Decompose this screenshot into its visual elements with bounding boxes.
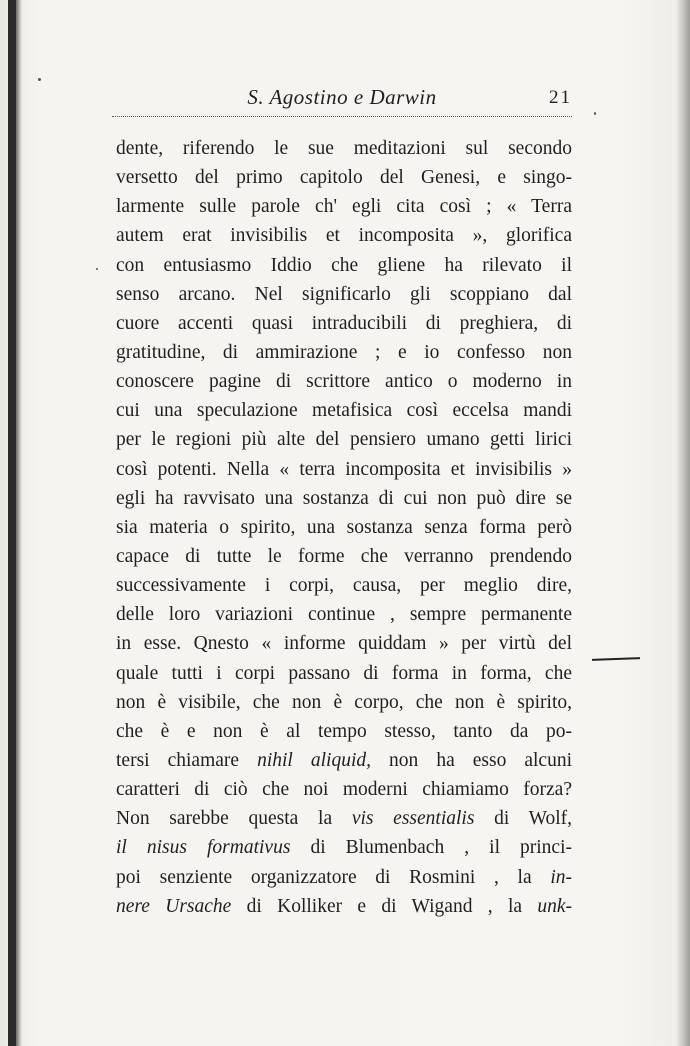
text-line: non è visibile, che non è corpo, che non è spirito, — [116, 691, 572, 713]
text-run: non ha esso alcuni — [389, 749, 572, 771]
running-title: S. Agostino e Darwin — [247, 85, 437, 109]
text-line — [116, 863, 572, 892]
italic-term: il nisus formativus — [116, 837, 291, 859]
text-line: con entusiasmo Iddio che gliene ha rilevato il — [116, 254, 572, 276]
text-line: caratteri di ciò che noi moderni chiamiamo forza? — [116, 779, 572, 801]
italic-term: vis essentialis — [351, 808, 475, 830]
italic-term: nihil aliquid, — [257, 749, 372, 771]
text-line — [116, 804, 572, 833]
italic-term: unk- — [537, 895, 572, 917]
running-head — [112, 85, 572, 115]
header-dotted-rule — [112, 116, 572, 117]
text-line — [116, 746, 572, 775]
text-line: quale tutti i corpi passano di forma in forma, che — [116, 662, 572, 684]
italic-term: nere Ursache — [116, 895, 232, 917]
text-run: di Kolliker e di Wigand , la — [246, 895, 523, 917]
page-number: 21 — [549, 87, 572, 108]
text-line: che è e non è al tempo stesso, tanto da po- — [116, 720, 572, 742]
page-edge-right — [676, 0, 690, 1046]
text-line: in esse. Qnesto « informe quiddam » per virtù del — [116, 633, 572, 655]
text-line: capace di tutte le forme che verranno prendendo — [116, 545, 572, 567]
text-line: delle loro variazioni continue , sempre permanente — [116, 604, 572, 626]
text-line: conoscere pagine di scrittore antico o moderno in — [116, 371, 572, 393]
italic-term: in- — [550, 866, 572, 888]
paper-speck — [594, 112, 596, 115]
text-line: gratitudine, di ammirazione ; e io confesso non — [116, 341, 572, 363]
text-run: di Wolf, — [494, 808, 572, 830]
text-line — [116, 833, 572, 862]
text-line: per le regioni più alte del pensiero umano getti lirici — [116, 429, 572, 451]
binding-shadow-left — [8, 0, 16, 1046]
text-run: di Blumenbach , il princi- — [310, 837, 572, 859]
binding-fade-left — [16, 0, 22, 1046]
text-line: egli ha ravvisato una sostanza di cui non può dire se — [116, 487, 572, 509]
margin-pencil-mark — [592, 657, 640, 661]
text-line: dente, riferendo le sue meditazioni sul secondo — [116, 138, 572, 159]
text-run: tersi chiamare — [116, 749, 240, 771]
text-line: senso arcano. Nel significarlo gli scoppiano dal — [116, 283, 572, 305]
text-line: larmente sulle parole ch' egli cita così ; « Terra — [116, 196, 572, 218]
paper-speck — [96, 268, 98, 270]
text-line: cuore accenti quasi intraducibili di preghiera, di — [116, 312, 572, 334]
text-run: poi senziente organizzatore di Rosmini , la — [116, 866, 532, 888]
text-line: sia materia o spirito, una sostanza senza forma però — [116, 516, 572, 538]
text-line: cui una speculazione metafisica così eccelsa mandi — [116, 400, 572, 422]
text-line — [116, 892, 572, 921]
body-text — [116, 134, 572, 921]
text-line: così potenti. Nella « terra incomposita et invisibilis » — [116, 458, 572, 480]
paper-speck — [38, 78, 41, 81]
text-line: versetto del primo capitolo del Genesi, e singo- — [116, 167, 572, 189]
text-line: autem erat invisibilis et incomposita », glorifica — [116, 225, 572, 247]
text-run: Non sarebbe questa la — [116, 808, 333, 830]
text-line: successivamente i corpi, causa, per meglio dire, — [116, 575, 572, 597]
